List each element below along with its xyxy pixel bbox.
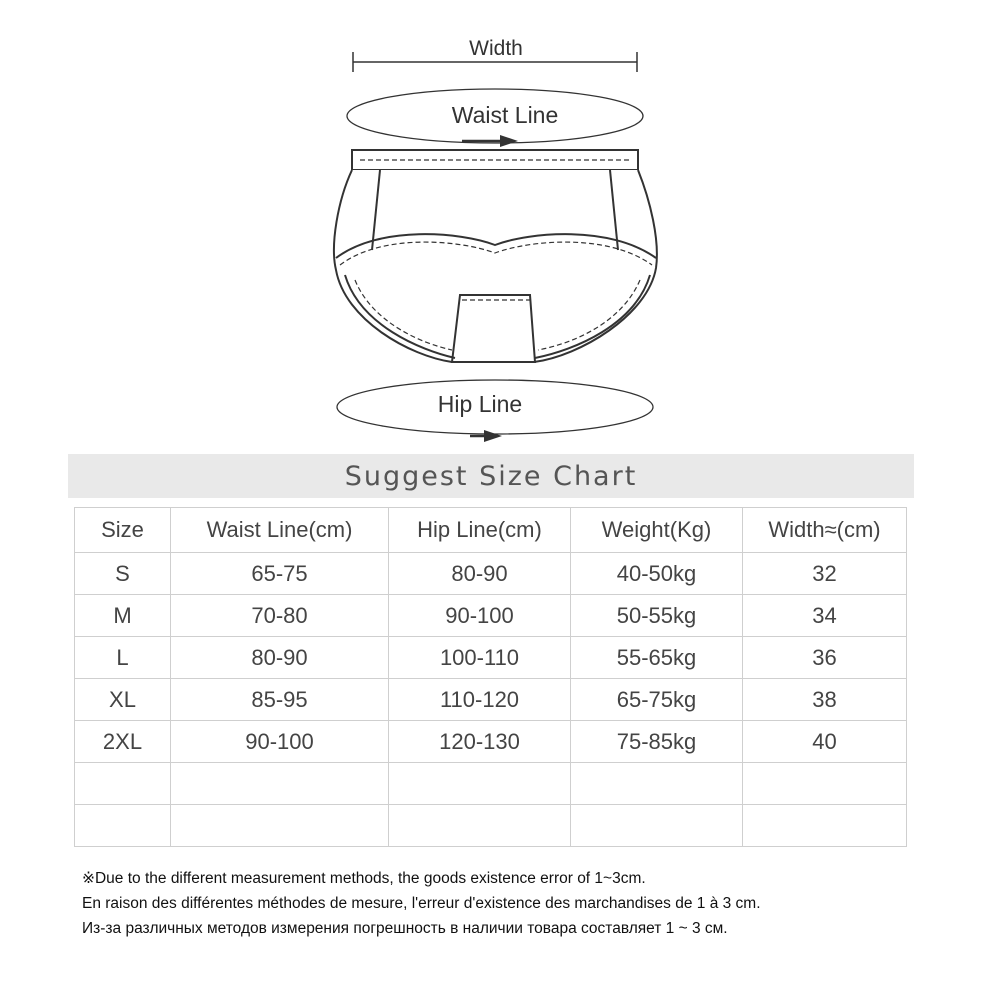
table-header-row	[75, 508, 907, 553]
cell-weight: 40-50kg	[571, 553, 743, 595]
header-size: Size	[75, 508, 171, 553]
cell-weight: 65-75kg	[571, 679, 743, 721]
width-label: Width	[469, 37, 523, 60]
note-russian: Из-за различных методов измерения погрешность в наличии товара составляет 1 ~ 3 см.	[82, 920, 728, 937]
cell-waist: 85-95	[171, 679, 389, 721]
cell-waist: 65-75	[171, 553, 389, 595]
cell-weight: 50-55kg	[571, 595, 743, 637]
cell-width: 34	[743, 595, 907, 637]
cell-waist: 90-100	[171, 721, 389, 763]
size-chart-title: Suggest Size Chart	[344, 460, 638, 492]
cell-weight: 55-65kg	[571, 637, 743, 679]
header-hip: Hip Line(cm)	[389, 508, 571, 553]
cell-waist: 70-80	[171, 595, 389, 637]
waist-arrow-icon	[500, 135, 518, 147]
cell-hip: 120-130	[389, 721, 571, 763]
size-chart-title-bar	[68, 454, 914, 498]
table-row	[75, 721, 907, 763]
cell-size: XL	[75, 679, 171, 721]
cell-width: 32	[743, 553, 907, 595]
cell-width: 38	[743, 679, 907, 721]
note-english: ※Due to the different measurement methods, the goods existence error of 1~3cm.	[82, 870, 646, 887]
header-weight: Weight(Kg)	[571, 508, 743, 553]
table-row-empty	[75, 763, 907, 805]
measurement-notes	[82, 866, 962, 941]
table-row-empty	[75, 805, 907, 847]
hip-arrow-icon	[484, 430, 502, 442]
cell-size: S	[75, 553, 171, 595]
table-row	[75, 679, 907, 721]
size-table	[74, 507, 907, 847]
hip-line-label: Hip Line	[437, 391, 523, 417]
cell-hip: 90-100	[389, 595, 571, 637]
table-row	[75, 637, 907, 679]
cell-hip: 110-120	[389, 679, 571, 721]
table-row	[75, 595, 907, 637]
header-waist: Waist Line(cm)	[171, 508, 389, 553]
cell-width: 36	[743, 637, 907, 679]
cell-hip: 80-90	[389, 553, 571, 595]
header-width: Width≈(cm)	[743, 508, 907, 553]
cell-size: 2XL	[75, 721, 171, 763]
cell-waist: 80-90	[171, 637, 389, 679]
cell-hip: 100-110	[389, 637, 571, 679]
note-french: En raison des différentes méthodes de mesure, l'erreur d'existence des marchandises de 1 à 3 cm.	[82, 895, 761, 912]
cell-weight: 75-85kg	[571, 721, 743, 763]
table-row	[75, 553, 907, 595]
briefs-illustration	[334, 150, 657, 362]
cell-size: M	[75, 595, 171, 637]
waist-line-label: Waist Line	[451, 102, 559, 128]
cell-width: 40	[743, 721, 907, 763]
cell-size: L	[75, 637, 171, 679]
measurement-diagram	[0, 0, 1000, 450]
